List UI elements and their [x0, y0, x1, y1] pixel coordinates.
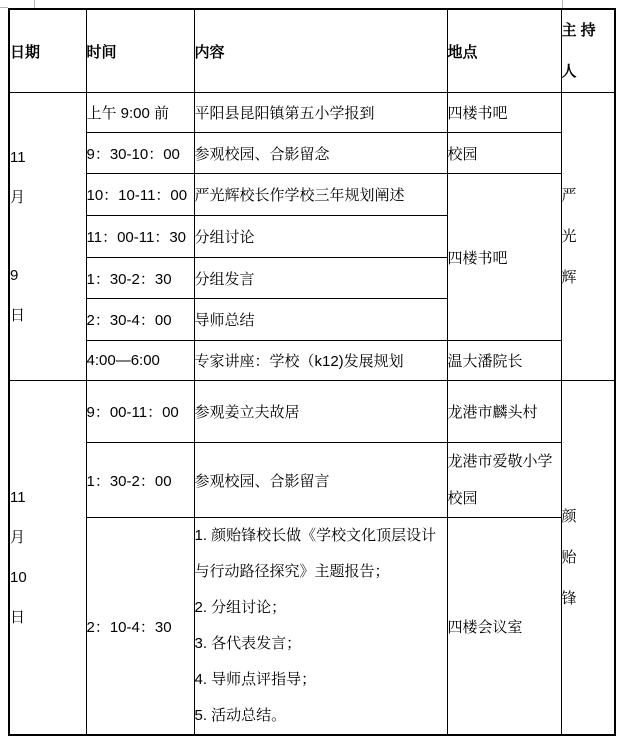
- content-cell: 导师总结: [194, 299, 447, 341]
- table-row: [9, 341, 615, 381]
- agenda-item: 4. 导师点评指导；: [194, 671, 317, 688]
- host-char: 辉: [561, 269, 577, 286]
- header-date: 日期: [9, 9, 86, 93]
- date-line: 11: [10, 148, 26, 166]
- content-cell: 参观姜立夫故居: [194, 381, 447, 443]
- content-cell: 专家讲座：学校（k12)发展规划: [194, 341, 447, 381]
- header-location: 地点: [447, 9, 561, 93]
- host-char: 严: [561, 187, 577, 204]
- host-cell-day2: [561, 381, 615, 736]
- date-line: 月: [10, 528, 26, 546]
- agenda-item: 3. 各代表发言；: [194, 635, 302, 652]
- time-cell: 1：30-2：00: [86, 443, 194, 518]
- date-cell-day1: [9, 93, 86, 381]
- date-line: 日: [10, 306, 26, 324]
- header-host-line2: 人: [561, 63, 577, 80]
- time-cell: 上午 9:00 前: [86, 93, 194, 133]
- host-char: 光: [561, 228, 577, 245]
- table-row: [9, 443, 615, 518]
- date-line: 月: [10, 188, 26, 206]
- content-cell: 参观校园、合影留念: [194, 133, 447, 174]
- time-cell: 2：30-4：00: [86, 299, 194, 341]
- agenda-item: 2. 分组讨论；: [194, 599, 287, 616]
- location-cell: 龙港市爱敬小学校园: [447, 443, 561, 518]
- table-row: [9, 93, 615, 133]
- content-cell-agenda: [194, 518, 447, 736]
- host-char: 贻: [561, 549, 577, 566]
- content-cell: 分组发言: [194, 258, 447, 299]
- time-cell: 1：30-2：30: [86, 258, 194, 299]
- gridline-stub-top-right: [562, 0, 563, 8]
- location-cell: 四楼书吧: [447, 93, 561, 133]
- location-cell: 龙港市麟头村: [447, 381, 561, 443]
- schedule-table: [8, 8, 616, 736]
- header-host: [561, 9, 615, 93]
- date-line: 10: [10, 568, 27, 586]
- time-cell: 2：10-4：30: [86, 518, 194, 736]
- content-cell: 参观校园、合影留言: [194, 443, 447, 518]
- location-cell: 温大潘院长: [447, 341, 561, 381]
- date-line: 日: [10, 608, 26, 626]
- header-host-line1: 主 持: [561, 22, 596, 39]
- time-cell: 11：00-11：30: [86, 216, 194, 258]
- location-cell: 校园: [447, 133, 561, 174]
- agenda-item: 1. 颜贻锋校长做《学校文化顶层设计与行动路径探究》主题报告；: [194, 527, 437, 580]
- header-content: 内容: [194, 9, 447, 93]
- host-cell-day1: [561, 93, 615, 381]
- table-row: [9, 174, 615, 216]
- header-row: [9, 9, 615, 93]
- content-cell: 分组讨论: [194, 216, 447, 258]
- location-cell: 四楼会议室: [447, 518, 561, 736]
- time-cell: 4:00—6:00: [86, 341, 194, 381]
- gridline-stub-left: [0, 7, 8, 8]
- content-cell: 平阳县昆阳镇第五小学报到: [194, 93, 447, 133]
- host-char: 颜: [561, 508, 577, 525]
- table-row: [9, 133, 615, 174]
- table-row: [9, 518, 615, 736]
- content-cell: 严光辉校长作学校三年规划阐述: [194, 174, 447, 216]
- gridline-stub-top-left: [34, 0, 35, 8]
- date-line: 9: [10, 266, 19, 284]
- date-cell-day2: [9, 381, 86, 736]
- time-cell: 9：00-11：00: [86, 381, 194, 443]
- location-cell-merged: 四楼书吧: [447, 174, 561, 341]
- table-row: [9, 381, 615, 443]
- header-time: 时间: [86, 9, 194, 93]
- time-cell: 10：10-11：00: [86, 174, 194, 216]
- agenda-item: 5. 活动总结。: [194, 707, 287, 724]
- date-line: 11: [10, 488, 26, 506]
- time-cell: 9：30-10：00: [86, 133, 194, 174]
- host-char: 锋: [561, 590, 577, 607]
